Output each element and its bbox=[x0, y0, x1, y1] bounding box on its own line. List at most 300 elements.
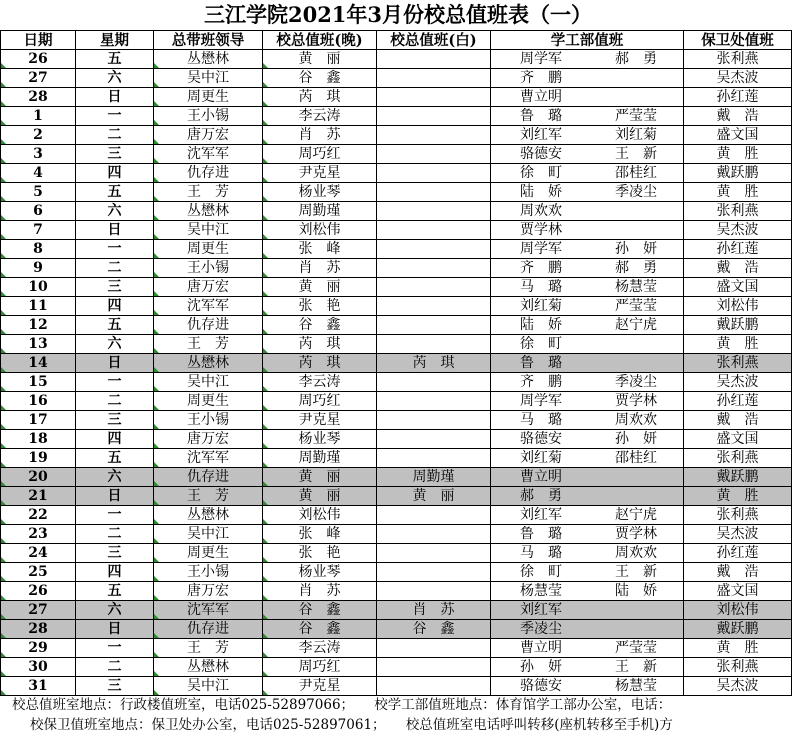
student-affairs-primary: 鲁 璐 bbox=[520, 354, 562, 371]
cell-student-affairs bbox=[491, 506, 684, 525]
cell-student-affairs bbox=[491, 278, 684, 297]
cell-night-duty: 黄 丽 bbox=[263, 468, 377, 487]
table-row bbox=[1, 316, 792, 335]
cell-marker-icon bbox=[154, 538, 159, 543]
cell-student-affairs bbox=[491, 544, 684, 563]
cell-date: 11 bbox=[1, 297, 76, 316]
cell-marker-icon bbox=[1, 215, 6, 220]
cell-student-affairs bbox=[491, 88, 684, 107]
cell-marker-icon bbox=[154, 405, 159, 410]
cell-security: 张利燕 bbox=[684, 506, 792, 525]
student-affairs-secondary: 季凌尘 bbox=[615, 373, 657, 390]
cell-leader: 沈军军 bbox=[154, 601, 263, 620]
student-affairs-primary: 曹立明 bbox=[520, 468, 562, 485]
cell-marker-icon bbox=[154, 348, 159, 353]
cell-day-duty bbox=[377, 658, 491, 677]
cell-marker-icon bbox=[154, 329, 159, 334]
table-row bbox=[1, 164, 792, 183]
cell-day-duty bbox=[377, 126, 491, 145]
cell-student-affairs bbox=[491, 126, 684, 145]
cell-marker-icon bbox=[263, 158, 268, 163]
cell-night-duty: 黄 丽 bbox=[263, 278, 377, 297]
student-affairs-secondary: 周欢欢 bbox=[615, 544, 657, 561]
cell-student-affairs bbox=[491, 525, 684, 544]
cell-student-affairs bbox=[491, 69, 684, 88]
cell-day-duty bbox=[377, 677, 491, 696]
cell-marker-icon bbox=[263, 234, 268, 239]
student-affairs-primary: 周欢欢 bbox=[520, 202, 562, 219]
student-affairs-primary: 刘红军 bbox=[520, 126, 562, 143]
cell-leader: 唐万宏 bbox=[154, 430, 263, 449]
cell-weekday: 一 bbox=[76, 506, 154, 525]
cell-night-duty: 周巧红 bbox=[263, 392, 377, 411]
cell-student-affairs bbox=[491, 430, 684, 449]
cell-security: 黄 胜 bbox=[684, 487, 792, 506]
header-night-duty: 校总值班(晚) bbox=[263, 31, 377, 50]
cell-marker-icon bbox=[154, 310, 159, 315]
cell-night-duty: 尹克星 bbox=[263, 677, 377, 696]
cell-date: 28 bbox=[1, 620, 76, 639]
cell-day-duty: 周勤瑾 bbox=[377, 468, 491, 487]
cell-marker-icon bbox=[263, 253, 268, 258]
cell-date: 1 bbox=[1, 107, 76, 126]
student-affairs-primary: 季凌尘 bbox=[520, 620, 562, 637]
student-affairs-secondary: 贾学林 bbox=[615, 392, 657, 409]
cell-leader: 吴中江 bbox=[154, 525, 263, 544]
table-row bbox=[1, 506, 792, 525]
cell-leader: 王小锡 bbox=[154, 107, 263, 126]
cell-leader: 仇存进 bbox=[154, 316, 263, 335]
table-row bbox=[1, 544, 792, 563]
cell-day-duty bbox=[377, 240, 491, 259]
cell-weekday: 六 bbox=[76, 468, 154, 487]
cell-day-duty bbox=[377, 278, 491, 297]
cell-marker-icon bbox=[154, 519, 159, 524]
cell-security: 戴 浩 bbox=[684, 411, 792, 430]
cell-marker-icon bbox=[154, 196, 159, 201]
cell-date: 25 bbox=[1, 563, 76, 582]
student-affairs-secondary: 杨慧莹 bbox=[615, 278, 657, 295]
cell-student-affairs bbox=[491, 392, 684, 411]
cell-student-affairs bbox=[491, 449, 684, 468]
cell-student-affairs bbox=[491, 601, 684, 620]
cell-weekday: 四 bbox=[76, 164, 154, 183]
cell-leader: 王小锡 bbox=[154, 259, 263, 278]
cell-marker-icon bbox=[154, 215, 159, 220]
cell-leader: 王 芳 bbox=[154, 639, 263, 658]
footer-notes bbox=[0, 695, 796, 735]
cell-student-affairs bbox=[491, 620, 684, 639]
cell-weekday: 二 bbox=[76, 259, 154, 278]
cell-date: 30 bbox=[1, 658, 76, 677]
cell-leader: 吴中江 bbox=[154, 221, 263, 240]
cell-leader: 丛懋林 bbox=[154, 202, 263, 221]
cell-leader: 唐万宏 bbox=[154, 126, 263, 145]
cell-marker-icon bbox=[1, 405, 6, 410]
cell-night-duty: 尹克星 bbox=[263, 164, 377, 183]
cell-weekday: 三 bbox=[76, 278, 154, 297]
cell-marker-icon bbox=[1, 177, 6, 182]
student-affairs-secondary: 郝 勇 bbox=[615, 50, 657, 67]
table-row bbox=[1, 411, 792, 430]
cell-weekday: 三 bbox=[76, 544, 154, 563]
cell-student-affairs bbox=[491, 563, 684, 582]
student-affairs-primary: 齐 鹏 bbox=[520, 259, 562, 276]
cell-marker-icon bbox=[263, 329, 268, 334]
table-row bbox=[1, 430, 792, 449]
cell-marker-icon bbox=[1, 234, 6, 239]
cell-marker-icon bbox=[1, 291, 6, 296]
cell-date: 15 bbox=[1, 373, 76, 392]
cell-marker-icon bbox=[154, 101, 159, 106]
cell-leader: 吴中江 bbox=[154, 677, 263, 696]
cell-weekday: 日 bbox=[76, 354, 154, 373]
cell-marker-icon bbox=[1, 101, 6, 106]
cell-security: 黄 胜 bbox=[684, 145, 792, 164]
cell-student-affairs bbox=[491, 316, 684, 335]
cell-night-duty: 肖 苏 bbox=[263, 126, 377, 145]
cell-marker-icon bbox=[1, 614, 6, 619]
cell-security: 戴 浩 bbox=[684, 563, 792, 582]
cell-weekday: 一 bbox=[76, 107, 154, 126]
cell-weekday: 一 bbox=[76, 639, 154, 658]
cell-day-duty bbox=[377, 639, 491, 658]
cell-day-duty: 芮 琪 bbox=[377, 354, 491, 373]
cell-marker-icon bbox=[154, 671, 159, 676]
cell-security: 张利燕 bbox=[684, 202, 792, 221]
cell-student-affairs bbox=[491, 240, 684, 259]
table-row bbox=[1, 620, 792, 639]
cell-day-duty bbox=[377, 430, 491, 449]
student-affairs-primary: 周学军 bbox=[520, 50, 562, 67]
student-affairs-secondary: 严莹莹 bbox=[615, 639, 657, 656]
cell-student-affairs bbox=[491, 677, 684, 696]
cell-marker-icon bbox=[1, 633, 6, 638]
cell-marker-icon bbox=[1, 500, 6, 505]
cell-marker-icon bbox=[1, 329, 6, 334]
cell-night-duty: 杨业琴 bbox=[263, 430, 377, 449]
cell-marker-icon bbox=[154, 253, 159, 258]
cell-marker-icon bbox=[263, 633, 268, 638]
cell-marker-icon bbox=[1, 424, 6, 429]
student-affairs-secondary: 季凌尘 bbox=[615, 183, 657, 200]
cell-marker-icon bbox=[263, 614, 268, 619]
cell-security: 戴跃鹏 bbox=[684, 316, 792, 335]
cell-date: 14 bbox=[1, 354, 76, 373]
cell-leader: 吴中江 bbox=[154, 69, 263, 88]
cell-security: 刘松伟 bbox=[684, 297, 792, 316]
cell-night-duty: 杨业琴 bbox=[263, 183, 377, 202]
student-affairs-primary: 骆德安 bbox=[520, 677, 562, 694]
cell-weekday: 四 bbox=[76, 297, 154, 316]
cell-student-affairs bbox=[491, 354, 684, 373]
student-affairs-primary: 马 璐 bbox=[520, 544, 562, 561]
table-row bbox=[1, 88, 792, 107]
cell-date: 20 bbox=[1, 468, 76, 487]
cell-night-duty: 张 艳 bbox=[263, 297, 377, 316]
cell-student-affairs bbox=[491, 202, 684, 221]
cell-weekday: 六 bbox=[76, 601, 154, 620]
cell-date: 29 bbox=[1, 639, 76, 658]
cell-date: 3 bbox=[1, 145, 76, 164]
cell-security: 吴杰波 bbox=[684, 525, 792, 544]
student-affairs-secondary: 刘红菊 bbox=[615, 126, 657, 143]
cell-weekday: 二 bbox=[76, 658, 154, 677]
header-student-affairs: 学工部值班 bbox=[491, 31, 684, 50]
cell-student-affairs bbox=[491, 221, 684, 240]
cell-night-duty: 尹克星 bbox=[263, 411, 377, 430]
student-affairs-primary: 刘红军 bbox=[520, 601, 562, 618]
cell-night-duty: 肖 苏 bbox=[263, 259, 377, 278]
cell-leader: 周更生 bbox=[154, 392, 263, 411]
cell-marker-icon bbox=[154, 63, 159, 68]
header-day-duty: 校总值班(白) bbox=[377, 31, 491, 50]
cell-day-duty bbox=[377, 582, 491, 601]
table-row bbox=[1, 449, 792, 468]
cell-day-duty bbox=[377, 164, 491, 183]
cell-security: 孙红莲 bbox=[684, 240, 792, 259]
cell-day-duty bbox=[377, 373, 491, 392]
cell-security: 张利燕 bbox=[684, 658, 792, 677]
cell-student-affairs bbox=[491, 411, 684, 430]
cell-date: 5 bbox=[1, 183, 76, 202]
student-affairs-secondary: 严莹莹 bbox=[615, 297, 657, 314]
cell-night-duty: 杨业琴 bbox=[263, 563, 377, 582]
cell-day-duty: 黄 丽 bbox=[377, 487, 491, 506]
student-affairs-secondary: 赵宁虎 bbox=[615, 316, 657, 333]
cell-security: 刘松伟 bbox=[684, 601, 792, 620]
student-affairs-primary: 陆 娇 bbox=[520, 316, 562, 333]
table-row bbox=[1, 240, 792, 259]
table-row bbox=[1, 335, 792, 354]
cell-day-duty bbox=[377, 411, 491, 430]
cell-leader: 周更生 bbox=[154, 240, 263, 259]
cell-marker-icon bbox=[154, 462, 159, 467]
cell-night-duty: 芮 琪 bbox=[263, 335, 377, 354]
cell-student-affairs bbox=[491, 582, 684, 601]
page-title: 三江学院2021年3月份校总值班表（一） bbox=[203, 2, 593, 27]
cell-marker-icon bbox=[263, 348, 268, 353]
cell-student-affairs bbox=[491, 297, 684, 316]
student-affairs-primary: 曹立明 bbox=[520, 639, 562, 656]
cell-night-duty: 李云涛 bbox=[263, 639, 377, 658]
cell-night-duty: 芮 琪 bbox=[263, 354, 377, 373]
cell-date: 8 bbox=[1, 240, 76, 259]
student-affairs-primary: 鲁 璐 bbox=[520, 107, 562, 124]
cell-weekday: 日 bbox=[76, 620, 154, 639]
cell-marker-icon bbox=[1, 82, 6, 87]
cell-security: 张利燕 bbox=[684, 449, 792, 468]
cell-date: 19 bbox=[1, 449, 76, 468]
cell-marker-icon bbox=[154, 120, 159, 125]
student-affairs-primary: 郝 勇 bbox=[520, 487, 562, 504]
table-row bbox=[1, 354, 792, 373]
student-affairs-secondary: 王 新 bbox=[615, 658, 657, 675]
cell-student-affairs bbox=[491, 164, 684, 183]
cell-marker-icon bbox=[263, 405, 268, 410]
cell-marker-icon bbox=[154, 291, 159, 296]
cell-marker-icon bbox=[154, 633, 159, 638]
cell-night-duty: 谷 鑫 bbox=[263, 620, 377, 639]
cell-marker-icon bbox=[1, 272, 6, 277]
cell-weekday: 五 bbox=[76, 183, 154, 202]
table-row bbox=[1, 639, 792, 658]
cell-marker-icon bbox=[263, 367, 268, 372]
cell-date: 24 bbox=[1, 544, 76, 563]
cell-leader: 王 芳 bbox=[154, 183, 263, 202]
student-affairs-primary: 马 璐 bbox=[520, 411, 562, 428]
cell-marker-icon bbox=[154, 481, 159, 486]
footer-line-2: 校保卫值班室地点：保卫处办公室，电话025-52897061； 校总值班室电话呼叫转移(座机转移至手机)方 bbox=[30, 717, 673, 733]
student-affairs-secondary: 孙 妍 bbox=[615, 240, 657, 257]
cell-weekday: 六 bbox=[76, 69, 154, 88]
cell-date: 2 bbox=[1, 126, 76, 145]
cell-marker-icon bbox=[1, 367, 6, 372]
cell-night-duty: 谷 鑫 bbox=[263, 601, 377, 620]
cell-student-affairs bbox=[491, 259, 684, 278]
cell-marker-icon bbox=[263, 291, 268, 296]
cell-night-duty: 周巧红 bbox=[263, 658, 377, 677]
table-row bbox=[1, 487, 792, 506]
cell-security: 黄 胜 bbox=[684, 639, 792, 658]
cell-date: 27 bbox=[1, 601, 76, 620]
cell-security: 黄 胜 bbox=[684, 183, 792, 202]
cell-marker-icon bbox=[1, 576, 6, 581]
cell-day-duty bbox=[377, 145, 491, 164]
cell-weekday: 四 bbox=[76, 563, 154, 582]
cell-day-duty bbox=[377, 202, 491, 221]
cell-weekday: 日 bbox=[76, 221, 154, 240]
cell-leader: 丛懋林 bbox=[154, 658, 263, 677]
cell-marker-icon bbox=[1, 386, 6, 391]
cell-leader: 丛懋林 bbox=[154, 354, 263, 373]
cell-leader: 吴中江 bbox=[154, 373, 263, 392]
cell-marker-icon bbox=[1, 158, 6, 163]
student-affairs-primary: 徐 町 bbox=[520, 164, 562, 181]
cell-day-duty bbox=[377, 335, 491, 354]
cell-day-duty bbox=[377, 506, 491, 525]
cell-night-duty: 张 峰 bbox=[263, 240, 377, 259]
cell-marker-icon bbox=[154, 139, 159, 144]
cell-marker-icon bbox=[154, 234, 159, 239]
cell-marker-icon bbox=[154, 82, 159, 87]
cell-weekday: 一 bbox=[76, 240, 154, 259]
cell-leader: 丛懋林 bbox=[154, 506, 263, 525]
student-affairs-primary: 徐 町 bbox=[520, 335, 562, 352]
cell-marker-icon bbox=[154, 443, 159, 448]
cell-security: 戴 浩 bbox=[684, 107, 792, 126]
student-affairs-secondary: 严莹莹 bbox=[615, 107, 657, 124]
table-row bbox=[1, 677, 792, 696]
cell-marker-icon bbox=[154, 500, 159, 505]
cell-student-affairs bbox=[491, 107, 684, 126]
cell-marker-icon bbox=[1, 595, 6, 600]
cell-day-duty bbox=[377, 563, 491, 582]
cell-day-duty bbox=[377, 316, 491, 335]
cell-date: 27 bbox=[1, 69, 76, 88]
cell-date: 10 bbox=[1, 278, 76, 297]
cell-leader: 沈军军 bbox=[154, 297, 263, 316]
cell-date: 16 bbox=[1, 392, 76, 411]
cell-leader: 王 芳 bbox=[154, 335, 263, 354]
cell-marker-icon bbox=[1, 481, 6, 486]
student-affairs-primary: 刘红菊 bbox=[520, 297, 562, 314]
table-row bbox=[1, 221, 792, 240]
cell-marker-icon bbox=[1, 538, 6, 543]
cell-weekday: 二 bbox=[76, 126, 154, 145]
cell-marker-icon bbox=[263, 424, 268, 429]
student-affairs-primary: 徐 町 bbox=[520, 563, 562, 580]
cell-day-duty bbox=[377, 107, 491, 126]
cell-date: 9 bbox=[1, 259, 76, 278]
cell-leader: 王小锡 bbox=[154, 411, 263, 430]
table-row bbox=[1, 145, 792, 164]
cell-leader: 唐万宏 bbox=[154, 278, 263, 297]
student-affairs-primary: 齐 鹏 bbox=[520, 69, 562, 86]
cell-weekday: 日 bbox=[76, 487, 154, 506]
cell-security: 戴跃鹏 bbox=[684, 468, 792, 487]
cell-date: 13 bbox=[1, 335, 76, 354]
cell-marker-icon bbox=[154, 367, 159, 372]
student-affairs-secondary: 王 新 bbox=[615, 145, 657, 162]
cell-student-affairs bbox=[491, 639, 684, 658]
cell-student-affairs bbox=[491, 335, 684, 354]
cell-date: 26 bbox=[1, 582, 76, 601]
cell-marker-icon bbox=[154, 272, 159, 277]
cell-security: 盛文国 bbox=[684, 430, 792, 449]
cell-marker-icon bbox=[263, 177, 268, 182]
cell-weekday: 四 bbox=[76, 430, 154, 449]
cell-marker-icon bbox=[1, 139, 6, 144]
cell-marker-icon bbox=[263, 481, 268, 486]
cell-leader: 唐万宏 bbox=[154, 582, 263, 601]
cell-leader: 王 芳 bbox=[154, 487, 263, 506]
cell-marker-icon bbox=[263, 462, 268, 467]
cell-marker-icon bbox=[154, 386, 159, 391]
student-affairs-secondary: 王 新 bbox=[615, 563, 657, 580]
cell-marker-icon bbox=[263, 500, 268, 505]
cell-day-duty bbox=[377, 50, 491, 69]
student-affairs-primary: 杨慧莹 bbox=[520, 582, 562, 599]
student-affairs-secondary: 陆 娇 bbox=[615, 582, 657, 599]
cell-marker-icon bbox=[263, 652, 268, 657]
cell-weekday: 五 bbox=[76, 50, 154, 69]
cell-security: 戴跃鹏 bbox=[684, 164, 792, 183]
cell-security: 盛文国 bbox=[684, 582, 792, 601]
cell-student-affairs bbox=[491, 50, 684, 69]
cell-date: 7 bbox=[1, 221, 76, 240]
cell-security: 孙红莲 bbox=[684, 392, 792, 411]
cell-night-duty: 谷 鑫 bbox=[263, 69, 377, 88]
cell-marker-icon bbox=[263, 386, 268, 391]
cell-night-duty: 刘松伟 bbox=[263, 506, 377, 525]
cell-marker-icon bbox=[154, 576, 159, 581]
cell-date: 17 bbox=[1, 411, 76, 430]
cell-night-duty: 周巧红 bbox=[263, 145, 377, 164]
cell-marker-icon bbox=[1, 462, 6, 467]
cell-marker-icon bbox=[154, 177, 159, 182]
cell-security: 张利燕 bbox=[684, 354, 792, 373]
cell-night-duty: 芮 琪 bbox=[263, 88, 377, 107]
cell-security: 张利燕 bbox=[684, 50, 792, 69]
cell-night-duty: 谷 鑫 bbox=[263, 316, 377, 335]
cell-marker-icon bbox=[1, 348, 6, 353]
header-security: 保卫处值班 bbox=[684, 31, 792, 50]
cell-marker-icon bbox=[154, 424, 159, 429]
cell-night-duty: 张 艳 bbox=[263, 544, 377, 563]
cell-weekday: 二 bbox=[76, 392, 154, 411]
cell-marker-icon bbox=[154, 652, 159, 657]
